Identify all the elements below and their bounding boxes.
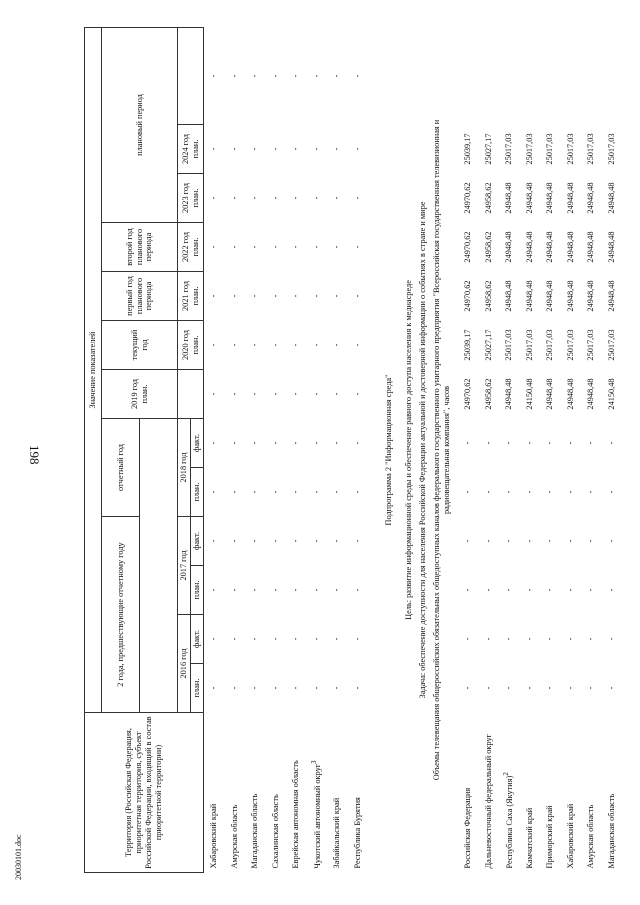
table-cell: - <box>565 588 575 592</box>
territory-name: Еврейская автономная область <box>291 760 301 869</box>
goal-text: Цель: развитие информационной среды и обеспечение равного доступа населения к медиасреде <box>403 280 413 620</box>
table-cell: 24948,48 <box>586 182 596 214</box>
table-cell: - <box>311 196 321 200</box>
table-cell: 24948,48 <box>504 280 514 312</box>
table-cell: - <box>463 539 473 543</box>
table-header <box>85 27 204 872</box>
table-cell: - <box>352 539 362 543</box>
table-cell: - <box>229 637 239 641</box>
table-cell: - <box>332 343 342 347</box>
table-cell: - <box>209 392 219 396</box>
table-cell: - <box>209 490 219 494</box>
table-cell: 24948,48 <box>504 378 514 410</box>
table-cell: - <box>352 245 362 249</box>
table-cell: - <box>332 588 342 592</box>
table-cell <box>519 27 540 124</box>
header-2021: 2021 год план. <box>178 272 204 321</box>
table-cell: - <box>504 490 514 494</box>
table-cell: - <box>565 441 575 445</box>
table-cell: - <box>463 588 473 592</box>
table-cell: - <box>332 686 342 690</box>
table-cell: - <box>586 637 596 641</box>
table-cell: - <box>352 490 362 494</box>
table-cell: - <box>291 686 301 690</box>
table-cell: - <box>524 441 534 445</box>
footnote-marker: 3 <box>310 760 318 764</box>
table-cell: 25017,03 <box>606 133 616 165</box>
table-cell: 24970,62 <box>463 378 473 410</box>
table-row <box>204 27 225 872</box>
table-row <box>327 27 348 872</box>
table-cell: - <box>332 74 342 78</box>
table-cell <box>560 27 581 124</box>
table-row <box>458 27 479 872</box>
table-cell: 24948,48 <box>524 280 534 312</box>
table-cell: - <box>483 441 493 445</box>
header-2023: 2023 год план. <box>178 174 204 223</box>
table-cell: 25017,03 <box>565 329 575 361</box>
table-row <box>581 27 602 872</box>
table-cell: - <box>229 74 239 78</box>
table-cell: 25027,17 <box>483 329 493 361</box>
table-cell: - <box>483 539 493 543</box>
table-cell: 24948,48 <box>524 182 534 214</box>
table-cell: 25017,03 <box>504 133 514 165</box>
territory-name: Хабаровский край <box>209 803 219 869</box>
table-cell: - <box>209 441 219 445</box>
table-cell: - <box>586 490 596 494</box>
table-cell: - <box>463 637 473 641</box>
table-cell: 24948,48 <box>565 182 575 214</box>
table-row <box>499 27 520 872</box>
table-cell: - <box>250 392 260 396</box>
table-cell: 24958,62 <box>483 378 493 410</box>
table-cell: 24948,48 <box>545 182 555 214</box>
table-row <box>560 27 581 872</box>
table-cell: - <box>229 343 239 347</box>
table-row <box>245 27 266 872</box>
table-body-top <box>204 27 369 872</box>
header-2017-fact: факт. <box>191 517 204 566</box>
table-cell: 25017,03 <box>606 329 616 361</box>
header-2018: 2018 год <box>178 419 191 517</box>
table-cell: - <box>250 74 260 78</box>
territory-name: Магаданская область <box>606 793 616 869</box>
table-cell: 24948,48 <box>606 182 616 214</box>
table-cell: - <box>250 539 260 543</box>
table-cell: - <box>504 539 514 543</box>
table-cell: - <box>332 392 342 396</box>
table-cell: - <box>545 441 555 445</box>
territory-name: Забайкальский край <box>332 797 342 869</box>
table-cell: - <box>311 490 321 494</box>
table-cell: - <box>545 637 555 641</box>
table-cell: - <box>270 539 280 543</box>
table-cell: - <box>229 245 239 249</box>
territory-name: Республика Саха (Якутия)$^2$ <box>503 772 514 869</box>
header-2022: 2022 год план. <box>178 223 204 272</box>
table-cell: 25017,03 <box>524 133 534 165</box>
table-cell: - <box>504 686 514 690</box>
table-cell: - <box>483 588 493 592</box>
table-cell: 25039,17 <box>463 133 473 165</box>
table-cell: 24948,48 <box>565 378 575 410</box>
territory-name: Приморский край <box>545 805 555 869</box>
table-cell: 25017,03 <box>524 329 534 361</box>
territory-name: Амурская область <box>586 804 596 869</box>
table-cell: 24958,62 <box>483 280 493 312</box>
table-cell: - <box>565 637 575 641</box>
header-second-year: второй год планового периода <box>102 223 178 272</box>
territory-name: Амурская область <box>229 804 239 869</box>
table-cell: - <box>270 392 280 396</box>
table-cell: - <box>270 686 280 690</box>
table-cell <box>478 27 499 124</box>
table-cell: - <box>565 686 575 690</box>
table-cell: - <box>332 294 342 298</box>
table-cell: - <box>250 245 260 249</box>
table-cell: - <box>504 588 514 592</box>
table-cell: - <box>229 490 239 494</box>
table-cell <box>601 27 622 124</box>
table-cell: - <box>586 539 596 543</box>
table-cell: - <box>524 490 534 494</box>
header-current-year: текущий год <box>102 321 178 370</box>
table-cell: - <box>352 588 362 592</box>
table-cell: - <box>291 245 301 249</box>
table-cell: 25017,03 <box>545 329 555 361</box>
table-cell: 24948,48 <box>606 280 616 312</box>
table-cell: - <box>606 539 616 543</box>
table-cell: 24970,62 <box>463 182 473 214</box>
table-cell: - <box>606 441 616 445</box>
table-cell: - <box>270 147 280 151</box>
table-cell: - <box>524 588 534 592</box>
table-row <box>225 27 246 872</box>
table-cell: - <box>209 196 219 200</box>
rotated-table-region <box>84 28 616 873</box>
table-row <box>307 27 328 872</box>
table-cell: - <box>291 441 301 445</box>
table-row <box>286 27 307 872</box>
table-cell: 24150,48 <box>524 378 534 410</box>
table-cell: - <box>291 147 301 151</box>
table-cell: - <box>270 490 280 494</box>
table-row <box>266 27 287 872</box>
table-cell <box>581 27 602 124</box>
header-empty-col <box>178 27 204 124</box>
table-cell: - <box>311 343 321 347</box>
table-cell: - <box>229 147 239 151</box>
table-cell: - <box>352 147 362 151</box>
header-2017: 2017 год <box>178 517 191 615</box>
table-cell: - <box>229 441 239 445</box>
table-cell: - <box>250 588 260 592</box>
table-cell: - <box>311 588 321 592</box>
document-filename: 20030101.doc <box>14 834 23 880</box>
page-number: 198 <box>27 445 42 465</box>
table-cell: - <box>352 686 362 690</box>
table-cell: - <box>270 441 280 445</box>
header-first-year: первый год планового периода <box>102 272 178 321</box>
table-cell: - <box>250 294 260 298</box>
table-row <box>519 27 540 872</box>
table-cell: - <box>311 245 321 249</box>
table-cell: - <box>332 147 342 151</box>
table-cell: - <box>524 539 534 543</box>
table-cell: - <box>229 294 239 298</box>
table-cell: - <box>352 294 362 298</box>
territory-name: Хабаровский край <box>565 803 575 869</box>
table-cell: - <box>209 539 219 543</box>
table-cell: - <box>209 245 219 249</box>
table-cell: - <box>311 637 321 641</box>
table-cell: - <box>270 196 280 200</box>
header-2017-plan: план. <box>191 566 204 615</box>
table-cell: - <box>332 490 342 494</box>
table-cell: 25017,03 <box>504 329 514 361</box>
table-cell: - <box>524 686 534 690</box>
table-cell: - <box>483 686 493 690</box>
header-2016: 2016 год <box>178 615 191 713</box>
table-cell: - <box>250 490 260 494</box>
subprogram-title: Подпрограмма 2 "Информационная среда" <box>384 374 393 526</box>
table-cell: - <box>291 588 301 592</box>
header-2019-empty <box>178 370 204 419</box>
table-cell: - <box>270 74 280 78</box>
territory-name: Дальневосточный федеральный округ <box>483 734 493 869</box>
table-cell: 24970,62 <box>463 280 473 312</box>
table-row <box>540 27 561 872</box>
header-2024: 2024 год план. <box>178 125 204 174</box>
header-2020: 2020 год план. <box>178 321 204 370</box>
header-2016-fact: факт. <box>191 615 204 664</box>
table-cell: - <box>291 392 301 396</box>
table-cell: - <box>606 686 616 690</box>
table-cell: - <box>463 490 473 494</box>
table-cell: - <box>229 196 239 200</box>
table-cell: - <box>332 245 342 249</box>
table-cell: - <box>311 147 321 151</box>
header-planning-period: плановый период <box>102 27 178 222</box>
table-cell: - <box>483 637 493 641</box>
table-cell: - <box>463 686 473 690</box>
table-cell: 25017,03 <box>565 133 575 165</box>
table-cell: 24948,48 <box>586 231 596 263</box>
header-two-years: 2 года, предшествующие отчетному году <box>102 517 140 713</box>
header-territory: Территория (Российская Федерация, приоритетная территория, субъект Российской Федерации, входящий в состав приоритетной территории) <box>85 713 204 873</box>
table-cell <box>499 27 520 124</box>
table-cell: - <box>483 490 493 494</box>
table-cell: - <box>545 588 555 592</box>
table-cell: 25039,17 <box>463 329 473 361</box>
territory-name: Камчатский край <box>524 807 534 869</box>
table-cell: - <box>291 539 301 543</box>
table-body-bottom <box>458 27 622 872</box>
table-cell: - <box>291 490 301 494</box>
table-cell: 25017,03 <box>586 133 596 165</box>
table-cell: - <box>270 588 280 592</box>
table-cell: - <box>229 392 239 396</box>
table-cell: 24948,48 <box>504 182 514 214</box>
table-cell: - <box>504 441 514 445</box>
table-cell: - <box>209 343 219 347</box>
table-cell: - <box>229 539 239 543</box>
table-cell: 24948,48 <box>545 231 555 263</box>
table-cell: - <box>270 294 280 298</box>
table-cell: - <box>606 490 616 494</box>
table-cell: 24948,48 <box>545 280 555 312</box>
table-cell: 24150,48 <box>606 378 616 410</box>
table-cell: - <box>504 637 514 641</box>
table-cell: - <box>606 637 616 641</box>
table-cell: - <box>270 343 280 347</box>
table-cell: 24948,48 <box>565 231 575 263</box>
footnote-marker: 2 <box>503 772 511 776</box>
table-cell: - <box>270 245 280 249</box>
table-cell: - <box>311 441 321 445</box>
table-cell: 25017,03 <box>586 329 596 361</box>
header-2018-fact: факт. <box>191 419 204 468</box>
header-reporting-year: отчетный год <box>102 419 140 517</box>
table-cell: - <box>291 637 301 641</box>
territory-name: Республика Бурятия <box>352 797 362 869</box>
table-cell: 25017,03 <box>545 133 555 165</box>
table-cell: - <box>229 588 239 592</box>
table-cell: - <box>352 74 362 78</box>
table-cell: - <box>332 637 342 641</box>
table-row <box>601 27 622 872</box>
table-cell: 24948,48 <box>545 378 555 410</box>
section-captions <box>368 27 458 872</box>
table-cell: - <box>565 490 575 494</box>
table-cell: - <box>606 588 616 592</box>
table-cell: - <box>250 637 260 641</box>
table-cell: - <box>311 539 321 543</box>
table-cell: - <box>250 147 260 151</box>
table-cell: - <box>250 343 260 347</box>
table-cell <box>540 27 561 124</box>
header-2016-plan: план. <box>191 664 204 713</box>
table-cell: 24958,62 <box>483 182 493 214</box>
indicator-text: Объемы телевещания общероссийских обязательных общедоступных каналов федерального государственного унитарного предприятия "Всероссийская государственная телевизионная и радиовещательная компания", часов <box>431 119 451 781</box>
table-cell: - <box>291 294 301 298</box>
table-cell: 24948,48 <box>524 231 534 263</box>
table-cell: - <box>524 637 534 641</box>
table-cell: 24948,48 <box>586 280 596 312</box>
table-cell: - <box>291 343 301 347</box>
header-2018-plan: план. <box>191 468 204 517</box>
table-cell: - <box>270 637 280 641</box>
table-cell: - <box>291 196 301 200</box>
table-cell: 24948,48 <box>504 231 514 263</box>
header-indicators: Значение показателей <box>85 27 102 712</box>
territory-name: Магаданская область <box>250 793 260 869</box>
table-cell: - <box>545 539 555 543</box>
table-cell: - <box>352 343 362 347</box>
table-cell: - <box>250 196 260 200</box>
table-cell: 24958,62 <box>483 231 493 263</box>
table-cell: - <box>209 74 219 78</box>
table-cell: - <box>565 539 575 543</box>
table-cell: - <box>352 196 362 200</box>
table-cell: - <box>250 441 260 445</box>
table-cell: - <box>250 686 260 690</box>
table-cell: - <box>545 686 555 690</box>
table-cell: 24970,62 <box>463 231 473 263</box>
table-cell: - <box>352 392 362 396</box>
territory-name: Сахалинская область <box>270 794 280 869</box>
table-cell: - <box>586 441 596 445</box>
table-row <box>348 27 369 872</box>
table-cell: - <box>463 441 473 445</box>
table-cell: - <box>209 147 219 151</box>
table-cell: - <box>332 539 342 543</box>
table-cell: - <box>229 686 239 690</box>
table-cell: - <box>209 294 219 298</box>
header-2019-plan: 2019 год план. <box>102 370 178 419</box>
table-cell: - <box>209 686 219 690</box>
table-cell: - <box>209 588 219 592</box>
table-cell: - <box>311 74 321 78</box>
table-cell: - <box>209 637 219 641</box>
table-cell: - <box>586 686 596 690</box>
table-row <box>478 27 499 872</box>
table-cell: - <box>332 441 342 445</box>
table-cell: - <box>311 392 321 396</box>
table-cell <box>458 27 479 124</box>
table-cell: - <box>352 441 362 445</box>
table-cell: - <box>545 490 555 494</box>
table-cell: - <box>352 637 362 641</box>
table-cell: - <box>332 196 342 200</box>
table-cell: - <box>311 686 321 690</box>
table-cell: - <box>586 588 596 592</box>
task-text: Задача: обеспечение доступности для населения Российской Федерации актуальной и достоверной информации о событиях в стране и мире <box>417 201 427 699</box>
table-cell: - <box>291 74 301 78</box>
table-cell: 24948,48 <box>606 231 616 263</box>
table-cell: 25027,17 <box>483 133 493 165</box>
territory-name: Российская Федерация <box>463 787 473 869</box>
table-cell: 24948,48 <box>565 280 575 312</box>
table-cell: - <box>311 294 321 298</box>
territory-name: Чукотский автономный округ$^3$ <box>310 760 322 869</box>
table-cell: 24948,48 <box>586 378 596 410</box>
indicators-table <box>84 27 622 873</box>
